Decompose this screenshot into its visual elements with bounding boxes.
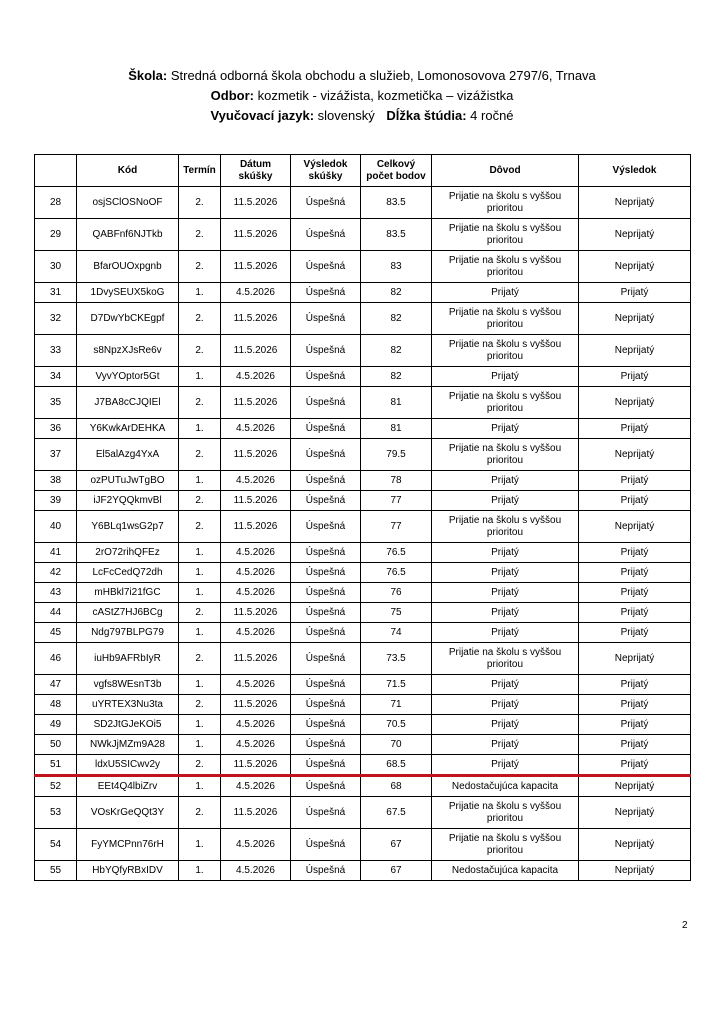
cell-term: 1. [179,829,221,861]
cell-reason: Prijatý [432,675,579,695]
cell-date: 4.5.2026 [221,675,291,695]
col-code-header: Kód [77,155,179,187]
col-result-header: Výsledok [579,155,691,187]
table-row [35,861,691,881]
table-row [35,603,691,623]
cell-reason: Prijatý [432,755,579,776]
cell-exam: Úspešná [291,735,361,755]
cell-term: 1. [179,715,221,735]
cell-exam: Úspešná [291,543,361,563]
cell-term: 2. [179,511,221,543]
cell-term: 2. [179,439,221,471]
cell-reason: Prijatie na školu s vyššou prioritou [432,303,579,335]
cell-points: 79.5 [361,439,432,471]
cell-points: 76.5 [361,563,432,583]
cell-date: 11.5.2026 [221,755,291,776]
cell-result: Prijatý [579,471,691,491]
cell-num: 48 [35,695,77,715]
cell-term: 1. [179,283,221,303]
cell-num: 53 [35,797,77,829]
cell-term: 2. [179,755,221,776]
cell-num: 43 [35,583,77,603]
cell-points: 67 [361,829,432,861]
page-number: 2 [682,920,688,931]
cell-reason: Prijatý [432,491,579,511]
cell-reason: Nedostačujúca kapacita [432,861,579,881]
cell-term: 1. [179,543,221,563]
table-row [35,829,691,861]
cell-code: ldxU5SICwv2y [77,755,179,776]
table-row [35,283,691,303]
table-row [35,776,691,797]
cell-term: 2. [179,797,221,829]
cell-date: 11.5.2026 [221,387,291,419]
cell-result: Neprijatý [579,219,691,251]
cell-exam: Úspešná [291,387,361,419]
col-date-header-line2: skúšky [238,170,273,182]
cell-exam: Úspešná [291,715,361,735]
cell-reason: Prijatý [432,695,579,715]
table-row [35,511,691,543]
col-exam-header-line1: Výsledok [303,158,348,170]
table-row [35,187,691,219]
cell-reason: Prijatie na školu s vyššou prioritou [432,219,579,251]
cell-date: 11.5.2026 [221,303,291,335]
field-value: kozmetik - vizážista, kozmetička – vizážistka [257,88,514,103]
cell-term: 1. [179,623,221,643]
cell-result: Prijatý [579,283,691,303]
cell-result: Neprijatý [579,511,691,543]
table-row [35,755,691,776]
cell-code: QABFnf6NJTkb [77,219,179,251]
cell-date: 4.5.2026 [221,583,291,603]
cell-points: 71 [361,695,432,715]
cell-num: 49 [35,715,77,735]
cell-result: Neprijatý [579,643,691,675]
cell-num: 46 [35,643,77,675]
cell-code: uYRTEX3Nu3ta [77,695,179,715]
cell-date: 4.5.2026 [221,419,291,439]
school-label: Škola: [128,68,168,83]
cell-reason: Prijatie na školu s vyššou prioritou [432,511,579,543]
cell-exam: Úspešná [291,861,361,881]
cell-result: Prijatý [579,623,691,643]
cell-reason: Nedostačujúca kapacita [432,776,579,797]
cell-num: 30 [35,251,77,283]
cell-date: 11.5.2026 [221,695,291,715]
cell-reason: Prijatie na školu s vyššou prioritou [432,335,579,367]
cell-code: iuHb9AFRbIyR [77,643,179,675]
table-row [35,643,691,675]
cell-code: ozPUTuJwTgBO [77,471,179,491]
cell-num: 35 [35,387,77,419]
col-points-header [361,155,432,187]
table-row [35,695,691,715]
cell-exam: Úspešná [291,797,361,829]
cell-code: osjSClOSNoOF [77,187,179,219]
cell-points: 82 [361,283,432,303]
col-date-header-line1: Dátum [239,158,272,170]
cell-term: 2. [179,219,221,251]
table-header-row [35,155,691,187]
cell-code: VyvYOptor5Gt [77,367,179,387]
cell-points: 74 [361,623,432,643]
table-body [35,187,691,881]
table-row [35,583,691,603]
cell-reason: Prijatý [432,583,579,603]
cell-points: 83.5 [361,219,432,251]
cell-term: 1. [179,583,221,603]
cell-date: 4.5.2026 [221,715,291,735]
cell-date: 11.5.2026 [221,335,291,367]
cell-term: 1. [179,675,221,695]
cell-points: 68 [361,776,432,797]
table-row [35,543,691,563]
language-label: Vyučovací jazyk: [210,108,315,123]
cell-num: 28 [35,187,77,219]
cell-result: Prijatý [579,603,691,623]
length-label: Dĺžka štúdia: [386,108,467,123]
cell-num: 39 [35,491,77,511]
table-row [35,251,691,283]
table-row [35,303,691,335]
table-row [35,563,691,583]
cell-num: 42 [35,563,77,583]
field-line [0,86,724,106]
cell-num: 29 [35,219,77,251]
cell-num: 33 [35,335,77,367]
table-row [35,735,691,755]
cell-reason: Prijatie na školu s vyššou prioritou [432,643,579,675]
cell-date: 4.5.2026 [221,367,291,387]
cell-code: EEt4Q4lbiZrv [77,776,179,797]
cell-exam: Úspešná [291,219,361,251]
table-row [35,335,691,367]
table-row [35,797,691,829]
cell-term: 1. [179,471,221,491]
cell-exam: Úspešná [291,439,361,471]
cell-code: VOsKrGeQQt3Y [77,797,179,829]
cell-date: 11.5.2026 [221,491,291,511]
cell-term: 2. [179,643,221,675]
cell-points: 76 [361,583,432,603]
cell-exam: Úspešná [291,829,361,861]
cell-exam: Úspešná [291,563,361,583]
col-term-header: Termín [179,155,221,187]
cell-date: 11.5.2026 [221,643,291,675]
cell-reason: Prijatý [432,419,579,439]
cell-points: 82 [361,367,432,387]
cell-code: BfarOUOxpgnb [77,251,179,283]
cell-code: El5alAzg4YxA [77,439,179,471]
cell-reason: Prijatie na školu s vyššou prioritou [432,797,579,829]
cell-term: 2. [179,603,221,623]
cell-date: 4.5.2026 [221,829,291,861]
cell-points: 70 [361,735,432,755]
cell-result: Neprijatý [579,861,691,881]
cell-reason: Prijatý [432,715,579,735]
table-row [35,367,691,387]
cell-date: 11.5.2026 [221,603,291,623]
cell-code: cAStZ7HJ6BCg [77,603,179,623]
cell-num: 40 [35,511,77,543]
cell-points: 71.5 [361,675,432,695]
cell-code: Y6BLq1wsG2p7 [77,511,179,543]
col-points-header-line1: Celkový [376,158,416,170]
cell-exam: Úspešná [291,283,361,303]
col-points-header-line2: počet bodov [366,170,426,182]
cell-result: Prijatý [579,675,691,695]
cell-date: 11.5.2026 [221,187,291,219]
table-row [35,471,691,491]
table-row [35,439,691,471]
cell-term: 2. [179,335,221,367]
cell-num: 50 [35,735,77,755]
col-exam-header-line2: skúšky [308,170,343,182]
cell-exam: Úspešná [291,367,361,387]
cell-code: NWkJjMZm9A28 [77,735,179,755]
cell-points: 77 [361,511,432,543]
cell-num: 38 [35,471,77,491]
cell-result: Neprijatý [579,797,691,829]
cell-code: vgfs8WEsnT3b [77,675,179,695]
cell-result: Neprijatý [579,829,691,861]
cell-term: 1. [179,735,221,755]
cell-num: 36 [35,419,77,439]
cell-num: 34 [35,367,77,387]
cell-date: 4.5.2026 [221,861,291,881]
cell-code: 2rO72rihQFEz [77,543,179,563]
cell-points: 82 [361,303,432,335]
col-num-header [35,155,77,187]
cell-reason: Prijatý [432,623,579,643]
table-row [35,491,691,511]
cell-code: LcFcCedQ72dh [77,563,179,583]
results-table [34,154,691,881]
cell-points: 83 [361,251,432,283]
cell-num: 41 [35,543,77,563]
cell-num: 32 [35,303,77,335]
cell-result: Neprijatý [579,776,691,797]
cell-code: D7DwYbCKEgpf [77,303,179,335]
cell-exam: Úspešná [291,303,361,335]
cell-num: 45 [35,623,77,643]
cell-date: 11.5.2026 [221,511,291,543]
cell-reason: Prijatie na školu s vyššou prioritou [432,187,579,219]
cell-exam: Úspešná [291,335,361,367]
table-row [35,715,691,735]
cell-points: 82 [361,335,432,367]
cell-term: 1. [179,367,221,387]
cell-exam: Úspešná [291,776,361,797]
cell-date: 4.5.2026 [221,623,291,643]
cell-exam: Úspešná [291,251,361,283]
school-line [0,66,724,86]
cell-exam: Úspešná [291,187,361,219]
field-label: Odbor: [210,88,254,103]
table-row [35,387,691,419]
cell-exam: Úspešná [291,583,361,603]
cell-reason: Prijatý [432,471,579,491]
cell-result: Neprijatý [579,251,691,283]
cell-date: 4.5.2026 [221,735,291,755]
col-reason-header: Dôvod [432,155,579,187]
cell-result: Prijatý [579,695,691,715]
cell-exam: Úspešná [291,675,361,695]
cell-points: 81 [361,419,432,439]
cell-result: Prijatý [579,491,691,511]
cell-result: Prijatý [579,755,691,776]
cell-result: Neprijatý [579,387,691,419]
cell-code: mHBkl7i21fGC [77,583,179,603]
cell-points: 73.5 [361,643,432,675]
cell-result: Neprijatý [579,187,691,219]
cell-points: 78 [361,471,432,491]
cell-result: Prijatý [579,419,691,439]
cell-result: Prijatý [579,735,691,755]
cell-points: 75 [361,603,432,623]
cell-exam: Úspešná [291,643,361,675]
cell-date: 4.5.2026 [221,776,291,797]
cell-points: 68.5 [361,755,432,776]
cell-reason: Prijatie na školu s vyššou prioritou [432,829,579,861]
cell-num: 47 [35,675,77,695]
cell-date: 11.5.2026 [221,219,291,251]
cell-exam: Úspešná [291,471,361,491]
cell-term: 1. [179,419,221,439]
cell-result: Neprijatý [579,335,691,367]
cell-reason: Prijatý [432,543,579,563]
cell-code: J7BA8cCJQIEl [77,387,179,419]
cell-reason: Prijatý [432,367,579,387]
cell-num: 37 [35,439,77,471]
cell-code: iJF2YQQkmvBl [77,491,179,511]
cell-num: 52 [35,776,77,797]
cell-reason: Prijatý [432,603,579,623]
cell-exam: Úspešná [291,491,361,511]
table-row [35,419,691,439]
cell-date: 4.5.2026 [221,563,291,583]
cell-reason: Prijatý [432,283,579,303]
cell-term: 2. [179,187,221,219]
col-exam-header [291,155,361,187]
cell-code: SD2JtGJeKOi5 [77,715,179,735]
cell-term: 2. [179,387,221,419]
cell-points: 67 [361,861,432,881]
cell-exam: Úspešná [291,695,361,715]
cell-points: 83.5 [361,187,432,219]
table-row [35,675,691,695]
cell-points: 77 [361,491,432,511]
cell-num: 54 [35,829,77,861]
cell-num: 51 [35,755,77,776]
cell-points: 70.5 [361,715,432,735]
cell-exam: Úspešná [291,603,361,623]
cell-reason: Prijatý [432,735,579,755]
cell-term: 1. [179,776,221,797]
cell-result: Prijatý [579,563,691,583]
cell-date: 11.5.2026 [221,251,291,283]
cell-term: 2. [179,695,221,715]
cell-code: Ndg797BLPG79 [77,623,179,643]
cell-result: Prijatý [579,583,691,603]
cell-reason: Prijatie na školu s vyššou prioritou [432,251,579,283]
cell-exam: Úspešná [291,755,361,776]
cell-code: Y6KwkArDEHKA [77,419,179,439]
school-value: Stredná odborná škola obchodu a služieb, Lomonosovova 2797/6, Trnava [170,68,596,83]
cell-term: 2. [179,491,221,511]
document-header [0,66,724,126]
cell-exam: Úspešná [291,623,361,643]
cell-reason: Prijatý [432,563,579,583]
cell-date: 4.5.2026 [221,283,291,303]
cell-num: 44 [35,603,77,623]
cell-result: Neprijatý [579,439,691,471]
cell-exam: Úspešná [291,511,361,543]
cell-date: 11.5.2026 [221,439,291,471]
cell-code: FyYMCPnn76rH [77,829,179,861]
cell-term: 1. [179,861,221,881]
length-value: 4 ročné [470,108,514,123]
cell-reason: Prijatie na školu s vyššou prioritou [432,439,579,471]
cell-date: 4.5.2026 [221,471,291,491]
language-value: slovenský [317,108,375,123]
cell-term: 2. [179,251,221,283]
table-row [35,219,691,251]
language-line [0,106,724,126]
cell-term: 2. [179,303,221,335]
table-row [35,623,691,643]
cell-code: 1DvySEUX5koG [77,283,179,303]
cell-code: HbYQfyRBxIDV [77,861,179,881]
cell-points: 67.5 [361,797,432,829]
col-date-header [221,155,291,187]
cell-points: 81 [361,387,432,419]
cell-num: 55 [35,861,77,881]
cell-code: s8NpzXJsRe6v [77,335,179,367]
cell-points: 76.5 [361,543,432,563]
cell-result: Prijatý [579,367,691,387]
cell-reason: Prijatie na školu s vyššou prioritou [432,387,579,419]
cell-term: 1. [179,563,221,583]
cell-date: 4.5.2026 [221,543,291,563]
cell-exam: Úspešná [291,419,361,439]
cell-date: 11.5.2026 [221,797,291,829]
cell-result: Prijatý [579,543,691,563]
cell-result: Neprijatý [579,303,691,335]
cell-num: 31 [35,283,77,303]
cell-result: Prijatý [579,715,691,735]
